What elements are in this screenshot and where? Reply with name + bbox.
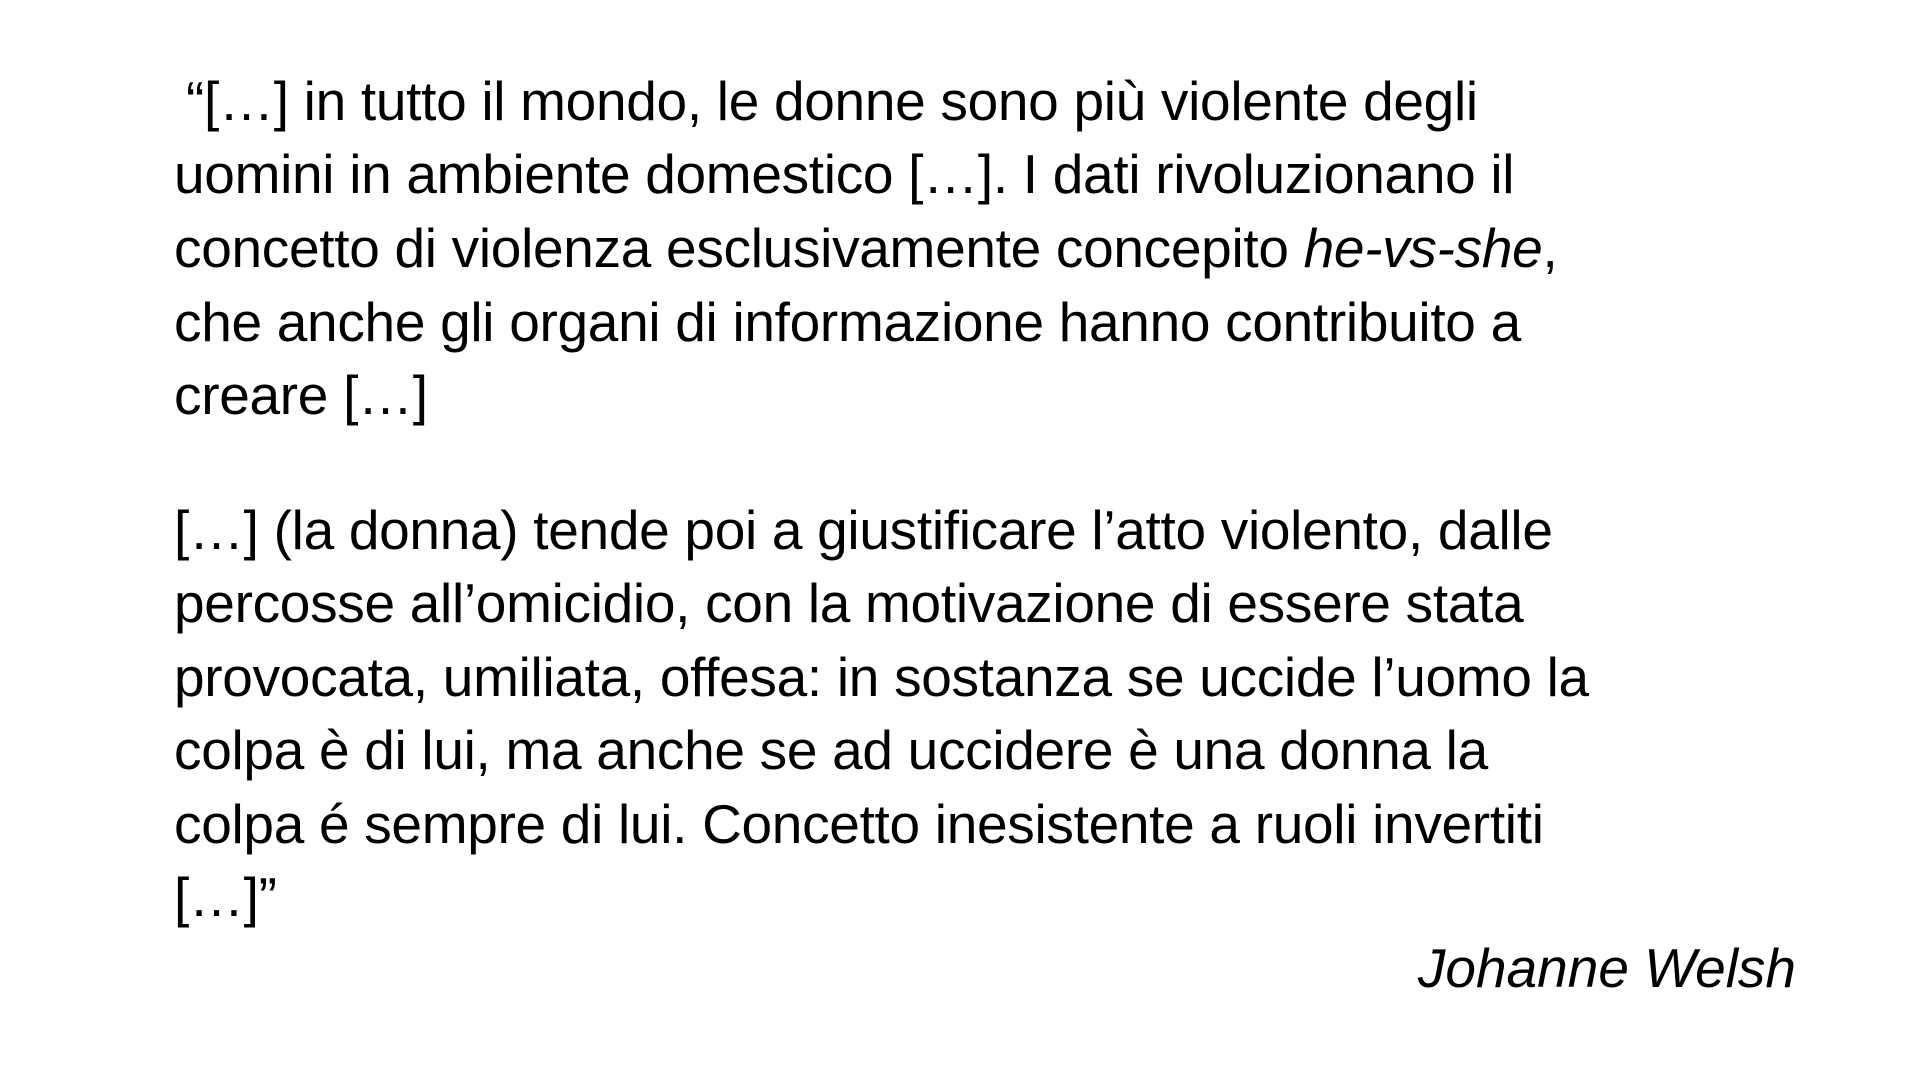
quote-line [174,211,1557,285]
quote-line: provocata, umiliata, offesa: in sostanza se uccide l’uomo la [174,646,1589,708]
quote-line: “[…] in tutto il mondo, le donne sono più violente degli [186,70,1478,132]
quote-line: creare […] [174,364,428,426]
quote-line: uomini in ambiente domestico […]. I dati rivoluzionano il [174,143,1515,205]
quote-text: , [1542,217,1558,279]
quote-author: Johanne Welsh [1417,937,1796,999]
quote-line: […]” [174,866,277,928]
quote-emphasis: he-vs-she [1303,217,1543,279]
quote-line: colpa é sempre di lui. Concetto inesistente a ruoli invertiti [174,793,1544,855]
quote-text: concetto di violenza esclusivamente concepito [174,217,1304,279]
quote-line: […] (la donna) tende poi a giustificare l’atto violento, dalle [174,499,1553,561]
quote-line: che anche gli organi di informazione hanno contribuito a [174,291,1521,353]
quote-line: percosse all’omicidio, con la motivazione di essere stata [174,572,1524,634]
quote-line: colpa è di lui, ma anche se ad uccidere è una donna la [174,719,1488,781]
